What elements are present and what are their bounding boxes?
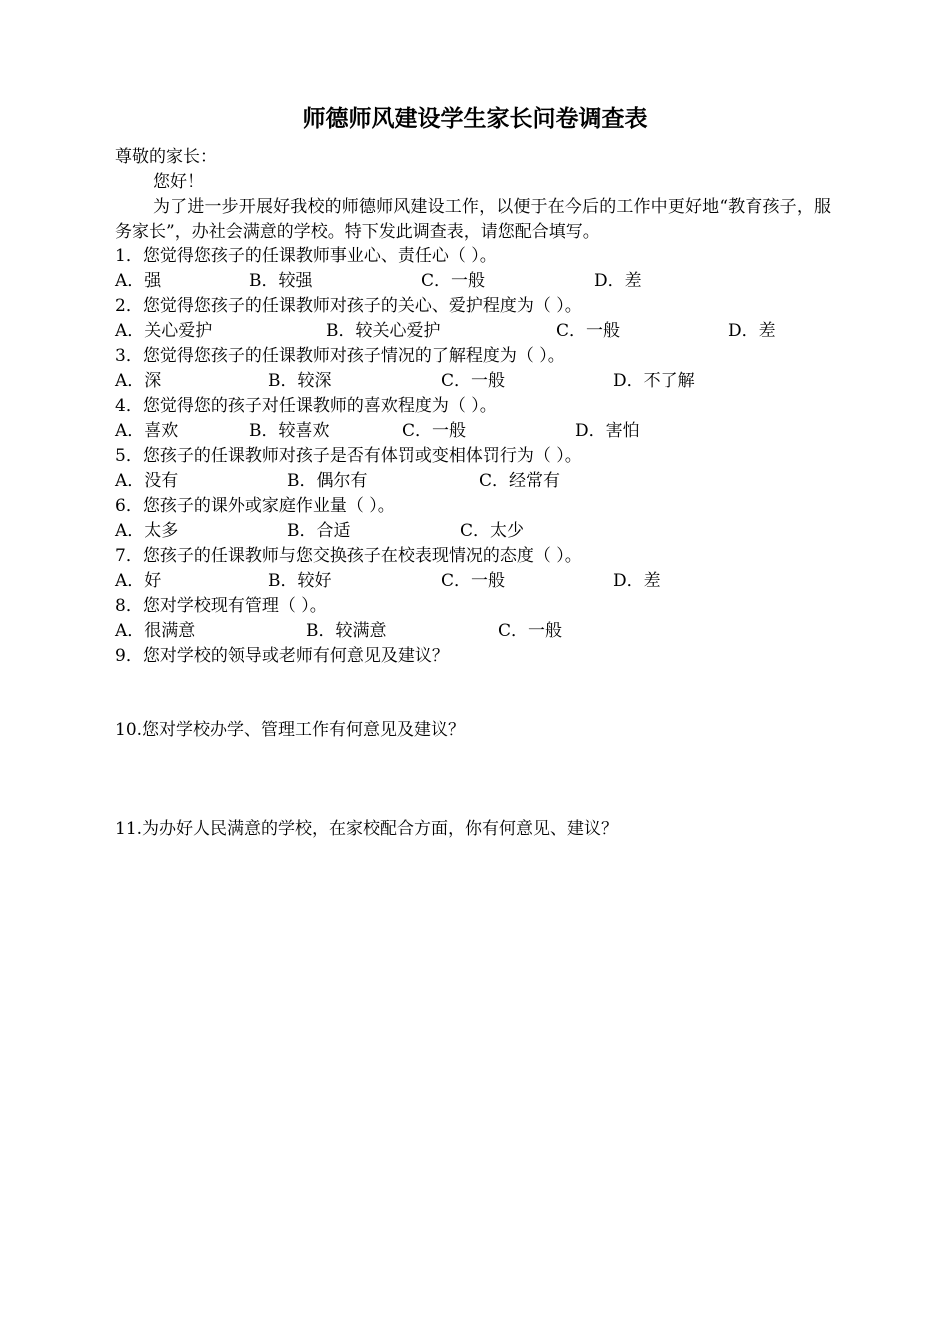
question-5: 5．您孩子的任课教师对孩子是否有体罚或变相体罚行为（ ）。 (115, 446, 582, 466)
q3-option-b: B．较深 (268, 371, 332, 391)
q4-option-a: A．喜欢 (115, 421, 179, 441)
q7-option-b: B．较好 (268, 571, 332, 591)
question-3: 3．您觉得您孩子的任课教师对孩子情况的了解程度为（ ）。 (115, 346, 565, 366)
question-7: 7．您孩子的任课教师与您交换孩子在校表现情况的态度（ ）。 (115, 546, 582, 566)
question-10: 10.您对学校办学、管理工作有何意见及建议？ (115, 720, 466, 740)
q7-option-d: D．差 (613, 571, 661, 591)
q7-option-a: A．好 (115, 571, 162, 591)
q3-option-a: A．深 (115, 371, 162, 391)
question-8: 8．您对学校现有管理（ ）。 (115, 596, 327, 616)
hello-line: 您好！ (153, 172, 204, 192)
intro-paragraph: 为了进一步开展好我校的师德师风建设工作，以便于在今后的工作中更好地“教育孩子，服务家长”，办社会满意的学校。特下发此调查表，请您配合填写。 (115, 197, 831, 242)
question-9: 9．您对学校的领导或老师有何意见及建议？ (115, 646, 449, 666)
question-1: 1．您觉得您孩子的任课教师事业心、责任心（ ）。 (115, 246, 497, 266)
q6-option-c: C．太少 (460, 521, 525, 541)
q5-option-b: B．偶尔有 (287, 471, 368, 491)
question-11: 11.为办好人民满意的学校，在家校配合方面，你有何意见、建议？ (115, 819, 619, 839)
q3-option-d: D．不了解 (613, 371, 695, 391)
q2-option-c: C．一般 (556, 321, 621, 341)
q1-option-a: A．强 (115, 271, 162, 291)
q7-option-c: C．一般 (441, 571, 506, 591)
q8-option-b: B．较满意 (306, 621, 387, 641)
q2-option-d: D．差 (728, 321, 776, 341)
question-6: 6．您孩子的课外或家庭作业量（ ）。 (115, 496, 395, 516)
q4-option-b: B．较喜欢 (249, 421, 330, 441)
q8-option-c: C．一般 (498, 621, 563, 641)
question-2: 2．您觉得您孩子的任课教师对孩子的关心、爱护程度为（ ）。 (115, 296, 582, 316)
q6-option-a: A．太多 (115, 521, 179, 541)
q1-option-b: B．较强 (249, 271, 313, 291)
question-4: 4．您觉得您的孩子对任课教师的喜欢程度为（ ）。 (115, 396, 497, 416)
q8-option-a: A．很满意 (115, 621, 196, 641)
q2-option-b: B．较关心爱护 (326, 321, 441, 341)
greeting: 尊敬的家长： (115, 147, 217, 167)
q1-option-c: C．一般 (421, 271, 486, 291)
q4-option-c: C．一般 (402, 421, 467, 441)
q5-option-a: A．没有 (115, 471, 179, 491)
q3-option-c: C．一般 (441, 371, 506, 391)
page-title: 师德师风建设学生家长问卷调查表 (302, 106, 648, 132)
q4-option-d: D．害怕 (575, 421, 640, 441)
q6-option-b: B．合适 (287, 521, 351, 541)
q1-option-d: D．差 (594, 271, 642, 291)
q5-option-c: C．经常有 (479, 471, 561, 491)
q2-option-a: A．关心爱护 (115, 321, 213, 341)
